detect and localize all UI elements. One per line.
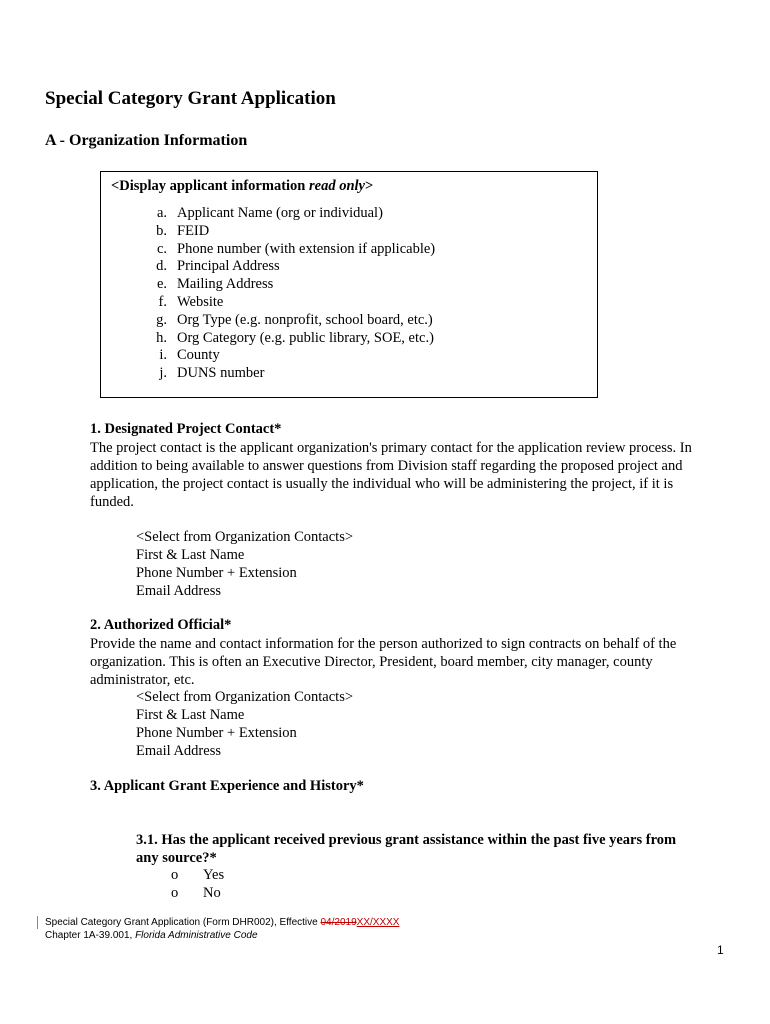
list-item	[141, 330, 435, 348]
list-item-letter: c.	[156, 240, 167, 257]
list-item-letter: f.	[158, 293, 167, 310]
list-item-text: County	[177, 347, 220, 364]
list-item-letter: d.	[156, 258, 167, 275]
q2-email-field[interactable]: Email Address	[136, 743, 221, 759]
q2-description-line: Provide the name and contact information for the person authorized to sign contracts on behalf of the	[90, 636, 677, 652]
footer-form-text: Special Category Grant Application (Form DHR002), Effective	[45, 917, 321, 928]
q1-select-contact[interactable]: <Select from Organization Contacts>	[136, 529, 354, 545]
radio-bullet-icon[interactable]: o	[171, 867, 179, 883]
q2-heading: 2. Authorized Official*	[90, 617, 232, 633]
list-item-letter: a.	[156, 205, 167, 221]
list-item	[141, 241, 435, 259]
q1-phone-field[interactable]: Phone Number + Extension	[136, 565, 297, 581]
footer-line-1	[45, 916, 399, 929]
q1-description-line: The project contact is the applicant organization's primary contact for the application review process. In	[90, 440, 692, 456]
q1-description-line: addition to being available to answer questions from Division staff regarding the proposed project and	[90, 458, 683, 474]
page-number: 1	[717, 943, 724, 957]
page-footer	[45, 916, 399, 942]
footer-line-2	[45, 929, 399, 942]
list-item-text: Principal Address	[177, 258, 280, 275]
applicant-info-list	[141, 205, 435, 383]
q2-description-line: organization. This is often an Executive Director, President, board member, city manager, county	[90, 654, 653, 670]
q1-fields	[136, 528, 353, 600]
q3-1-question-line: 3.1. Has the applicant received previous grant assistance within the past five years from	[136, 832, 677, 848]
box-header	[111, 178, 373, 195]
list-item-letter: e.	[156, 276, 167, 293]
q1-description	[90, 439, 692, 511]
list-item-letter: j.	[159, 365, 167, 382]
list-item-text: Org Category (e.g. public library, SOE, etc.)	[177, 329, 434, 346]
q1-name-field[interactable]: First & Last Name	[136, 547, 245, 563]
list-item	[141, 312, 435, 330]
list-item-text: Org Type (e.g. nonprofit, school board, etc.)	[177, 311, 433, 328]
q3-heading: 3. Applicant Grant Experience and History*	[90, 778, 364, 794]
list-item-text: Website	[177, 293, 224, 310]
option-no[interactable]	[171, 884, 224, 902]
q2-fields	[136, 688, 353, 760]
list-item	[141, 276, 435, 294]
list-item-letter: i.	[159, 347, 167, 364]
list-item	[141, 365, 435, 383]
q1-email-field[interactable]: Email Address	[136, 583, 221, 599]
applicant-info-box	[100, 171, 598, 398]
option-yes[interactable]	[171, 866, 224, 884]
footer-deleted-date: 04/2019	[320, 917, 357, 928]
q2-name-field[interactable]: First & Last Name	[136, 707, 245, 723]
q3-1-question	[136, 831, 676, 867]
radio-bullet-icon[interactable]: o	[171, 885, 179, 901]
list-item-text: Applicant Name (org or individual)	[177, 205, 383, 221]
q1-description-line: funded.	[90, 494, 134, 510]
q3-1-options	[171, 866, 224, 902]
q3-1-question-line: any source?*	[136, 850, 217, 866]
q2-description	[90, 635, 676, 689]
box-header-italic: read only	[309, 178, 365, 194]
list-item-text: FEID	[177, 222, 210, 239]
list-item-letter: g.	[156, 311, 167, 328]
list-item	[141, 205, 435, 223]
list-item-text: Mailing Address	[177, 276, 274, 293]
option-label: No	[203, 885, 221, 901]
list-item-letter: h.	[156, 329, 167, 346]
list-item	[141, 258, 435, 276]
list-item-text: Phone number (with extension if applicable)	[177, 240, 436, 257]
list-item-letter: b.	[156, 222, 167, 239]
document-title: Special Category Grant Application	[45, 88, 336, 109]
q2-select-contact[interactable]: <Select from Organization Contacts>	[136, 689, 354, 705]
footer-chapter-text: Chapter 1A-39.001,	[45, 930, 136, 941]
list-item	[141, 223, 435, 241]
q1-description-line: application, the project contact is usually the individual who will be administering the project, if it is	[90, 476, 674, 492]
revision-bar	[37, 916, 38, 929]
option-label: Yes	[203, 867, 225, 883]
list-item	[141, 347, 435, 365]
footer-inserted-date: XX/XXXX	[356, 917, 400, 928]
q2-phone-field[interactable]: Phone Number + Extension	[136, 725, 297, 741]
list-item	[141, 294, 435, 312]
footer-code-name: Florida Administrative Code	[135, 930, 258, 941]
q1-heading: 1. Designated Project Contact*	[90, 421, 282, 437]
q2-description-line: administrator, etc.	[90, 672, 195, 688]
section-a-heading: A - Organization Information	[45, 132, 248, 149]
box-header-prefix: <Display applicant information	[111, 178, 309, 194]
box-header-suffix: >	[364, 178, 374, 194]
list-item-text: DUNS number	[177, 365, 265, 382]
